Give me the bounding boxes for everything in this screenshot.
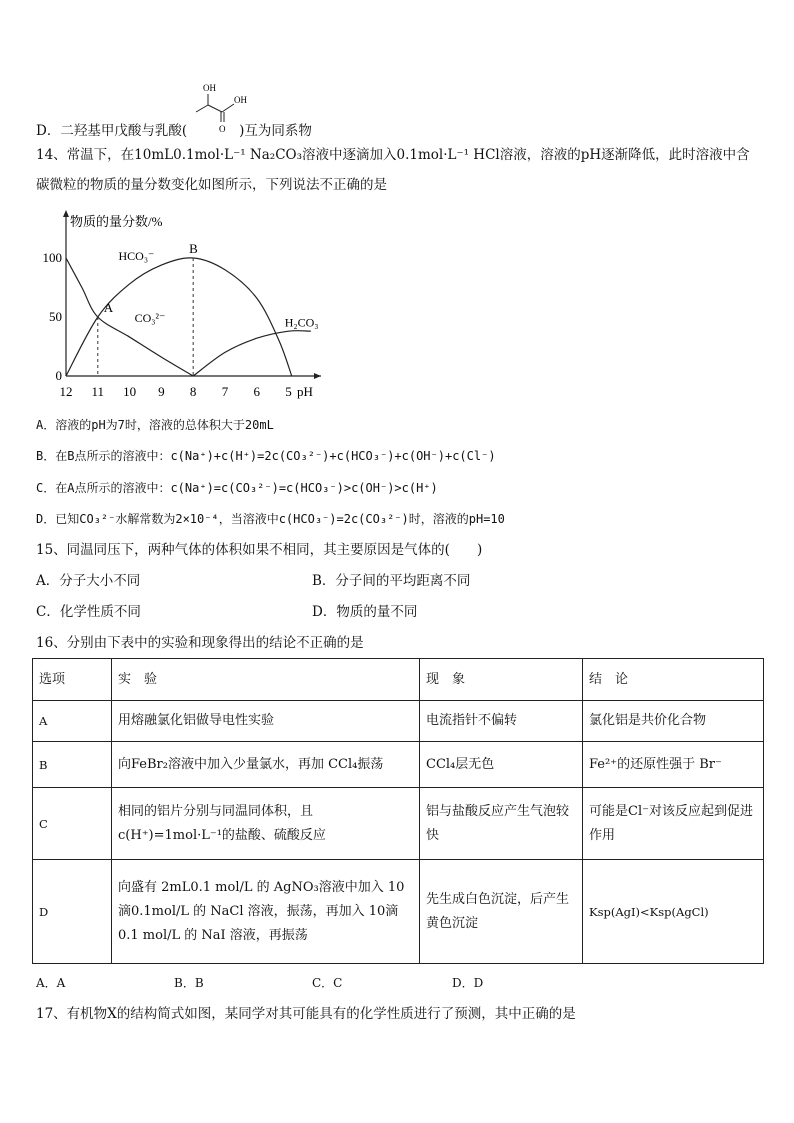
header-conclusion: 结 论 [583,659,764,701]
row-a-observation: 电流指针不偏转 [420,701,583,742]
row-d-option: D [33,860,112,964]
q16-answer-b: B．B [174,976,204,990]
x-tick-label: 12 [59,384,73,399]
table-header-row [33,659,764,701]
header-observation: 现 象 [420,659,583,701]
table-row [33,860,764,964]
x-tick-label: 5 [285,384,292,399]
row-b-observation: CCl₄层无色 [420,742,583,788]
q14-stem-line1: 14、常温下，在10mL0.1mol·L⁻¹ Na₂CO₃溶液中逐滴加入0.1mol·L⁻¹ HCl溶液，溶液的pH逐渐降低，此时溶液中含 [36,147,750,163]
series-line-0 [66,258,193,376]
table-row [33,788,764,860]
x-tick-label: 7 [221,384,229,399]
q15-option-a: A．分子大小不同 [36,573,141,589]
q16-stem: 16、分别由下表中的实验和现象得出的结论不正确的是 [36,635,364,651]
annotation-label: B [189,241,198,256]
y-axis-label: 物质的量分数/% [70,214,163,229]
q15-option-d: D．物质的量不同 [312,604,418,620]
q14-option-a: A．溶液的pH为7时，溶液的总体积大于20mL [36,418,274,432]
row-a-experiment: 用熔融氯化铝做导电性实验 [112,701,420,742]
row-b-conclusion: Fe²⁺的还原性强于 Br⁻ [583,742,764,788]
row-d-observation: 先生成白色沉淀，后产生黄色沉淀 [420,860,583,964]
row-b-experiment: 向FeBr₂溶液中加入少量氯水，再加 CCl₄振荡 [112,742,420,788]
q16-answer-c: C．C [312,976,343,990]
row-c-observation: 铝与盐酸反应产生气泡较快 [420,788,583,860]
series-label: CO₃²⁻ [134,311,166,325]
row-d-experiment: 向盛有 2mL0.1 mol/L 的 AgNO₃溶液中加入 10滴0.1mol/L 的 NaCl 溶液，振荡，再加入 10滴 0.1 mol/L 的 NaI 溶液，再振荡 [112,860,420,964]
q16-experiment-table [32,658,764,964]
q15-stem: 15、同温同压下，两种气体的体积如果不相同，其主要原因是气体的( ) [36,542,483,558]
q16-answer-a: A．A [36,976,66,990]
x-tick-label: 10 [123,384,137,399]
annotation-label: A [103,300,114,315]
y-axis-arrow [63,210,69,217]
y-tick-label: 0 [55,368,62,383]
row-c-option: C [33,788,112,860]
y-tick-label: 50 [49,309,62,324]
x-tick-label: 11 [91,384,105,399]
row-d-conclusion: Ksp(AgI)<Ksp(AgCl) [583,860,764,964]
series-line-2 [193,331,311,376]
row-a-conclusion: 氯化铝是共价化合物 [583,701,764,742]
ph-distribution-chart [36,206,336,406]
row-c-conclusion: 可能是Cl⁻对该反应起到促进作用 [583,788,764,860]
x-tick-label: 9 [158,384,165,399]
x-tick-label: 8 [189,384,197,399]
q17-stem: 17、有机物X的结构简式如图，某同学对其可能具有的化学性质进行了预测，其中正确的是 [36,1006,576,1022]
series-label: HCO₃⁻ [118,249,155,263]
series-line-1 [66,258,292,376]
q14-stem-line2: 碳微粒的物质的量分数变化如图所示，下列说法不正确的是 [36,177,387,193]
q15-option-c: C．化学性质不同 [36,604,141,620]
row-b-option: B [33,742,112,788]
row-c-experiment: 相同的铝片分别与同温同体积，且c(H⁺)=1mol·L⁻¹的盐酸、硫酸反应 [112,788,420,860]
row-a-option: A [33,701,112,742]
lactic-cooh-label: OH [234,95,247,105]
q14-option-c: C．在A点所示的溶液中：c(Na⁺)=c(CO₃²⁻)=c(HCO₃⁻)>c(OH⁻)>c(H⁺) [36,481,438,495]
q14-option-d: D．已知CO₃²⁻水解常数为2×10⁻⁴，当溶液中c(HCO₃⁻)=2c(CO₃²⁻)时，溶液的pH=10 [36,512,505,526]
lactic-o-label: O [219,124,226,134]
series-label: H₂CO₃ [284,315,319,330]
q13-option-d-pre: D．二羟基甲戊酸与乳酸( [36,123,188,139]
table-row [33,701,764,742]
header-option: 选项 [33,659,112,701]
q13-option-d [36,122,312,140]
lactic-oh-label: OH [203,83,216,93]
table-row [33,742,764,788]
q15-option-b: B．分子间的平均距离不同 [312,573,471,589]
q13-option-d-post: )互为同系物 [239,123,312,139]
q14-option-b: B．在B点所示的溶液中：c(Na⁺)+c(H⁺)=2c(CO₃²⁻)+c(HCO₃⁻)+c(OH⁻)+c(Cl⁻) [36,449,496,463]
q16-answer-d: D．D [452,976,484,990]
y-tick-label: 100 [42,250,62,265]
x-tick-label: 6 [253,384,261,399]
x-axis-arrow [314,373,321,379]
header-experiment: 实 验 [112,659,420,701]
x-axis-label: pH [297,384,313,399]
